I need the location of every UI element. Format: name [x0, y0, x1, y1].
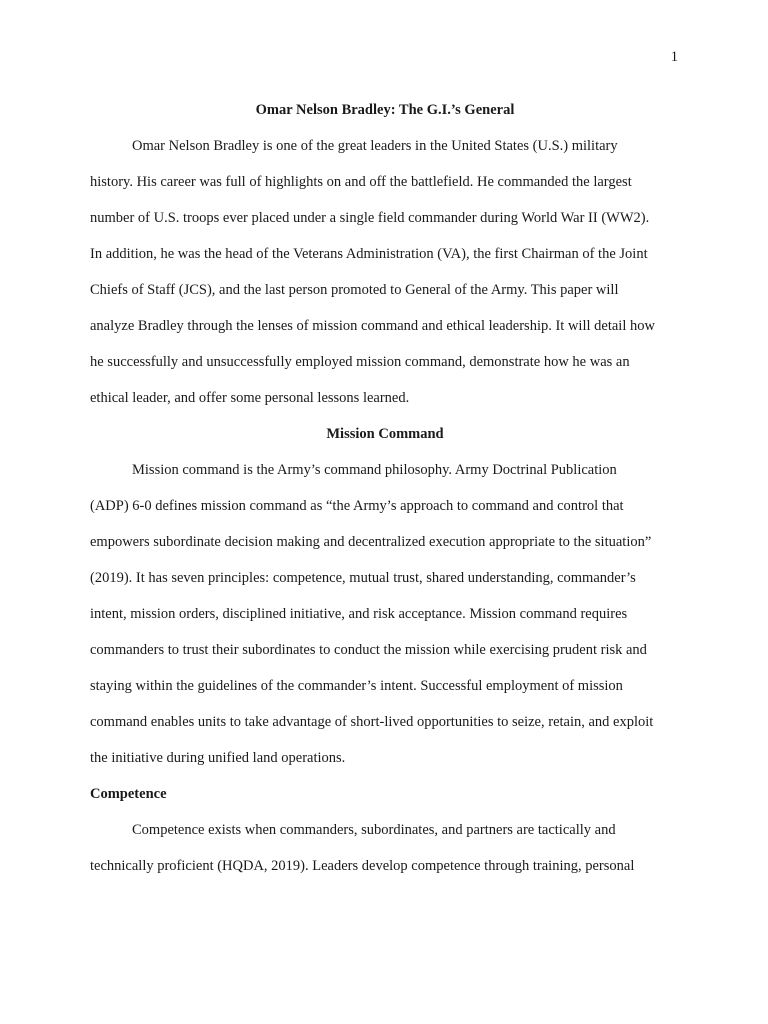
text-line: analyze Bradley through the lenses of mission command and ethical leadership. It will detail how: [90, 318, 655, 334]
page-number: 1: [670, 49, 678, 65]
text-line: history. His career was full of highlights on and off the battlefield. He commanded the largest: [90, 174, 632, 190]
intro-paragraph: [90, 128, 680, 416]
section-heading-mission-command: Mission Command: [326, 426, 444, 442]
text-line: intent, mission orders, disciplined initiative, and risk acceptance. Mission command requires: [90, 606, 628, 622]
text-line: Competence exists when commanders, subordinates, and partners are tactically and: [132, 822, 616, 838]
text-line: Omar Nelson Bradley is one of the great leaders in the United States (U.S.) military: [132, 138, 618, 154]
text-line: staying within the guidelines of the commander’s intent. Successful employment of mission: [90, 678, 623, 694]
text-line: (ADP) 6-0 defines mission command as “the Army’s approach to command and control that: [90, 498, 624, 514]
text-line: commanders to trust their subordinates to conduct the mission while exercising prudent risk and: [90, 642, 647, 658]
text-line: technically proficient (HQDA, 2019). Leaders develop competence through training, personal: [90, 858, 635, 874]
text-line: empowers subordinate decision making and decentralized execution appropriate to the situation”: [90, 534, 652, 550]
text-line: the initiative during unified land operations.: [90, 750, 346, 766]
mission-command-paragraph: [90, 452, 680, 776]
text-line: he successfully and unsuccessfully employed mission command, demonstrate how he was an: [90, 354, 630, 370]
section-heading-competence: Competence: [90, 786, 167, 802]
document-body: [90, 92, 680, 884]
document-title: Omar Nelson Bradley: The G.I.’s General: [255, 102, 515, 118]
text-line: ethical leader, and offer some personal lessons learned.: [90, 390, 410, 406]
text-line: command enables units to take advantage of short-lived opportunities to seize, retain, and exploit: [90, 714, 654, 730]
text-line: Mission command is the Army’s command philosophy. Army Doctrinal Publication: [132, 462, 617, 478]
text-line: number of U.S. troops ever placed under a single field commander during World War II (WW2).: [90, 210, 650, 226]
text-line: Chiefs of Staff (JCS), and the last person promoted to General of the Army. This paper will: [90, 282, 619, 298]
text-line: In addition, he was the head of the Veterans Administration (VA), the first Chairman of the Joint: [90, 246, 648, 262]
competence-paragraph: [90, 812, 680, 884]
text-line: (2019). It has seven principles: competence, mutual trust, shared understanding, commander’s: [90, 570, 636, 586]
